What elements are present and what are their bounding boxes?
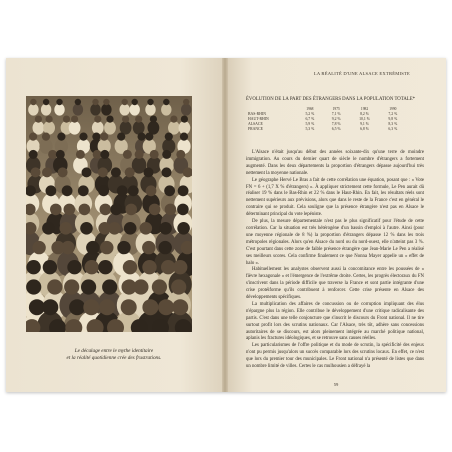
crowd-figure-head — [183, 99, 189, 105]
crowd-figure-body — [69, 121, 81, 135]
crowd-figure-head — [98, 185, 109, 196]
crowd-figure-head — [125, 204, 137, 216]
crowd-figure-head — [81, 279, 96, 294]
paragraph: Les particularismes de l'offre politique et du mode de scrutin, la spécificité des enjeux n'ont pu permis jusqu'alors un succès comparable lors des scrutins locaux. En effet, ce n'est que lors du premier tour des municipales. Le Front national n'a présenté de listes que dans un nombre limité de villes. Certes le cas mulhousien a défrayé la — [246, 343, 424, 370]
table-cell: 8,3 % — [388, 122, 398, 127]
table-cell: 6,8 % — [360, 127, 369, 132]
crowd-figure-head — [94, 116, 101, 123]
crowd-figure-head — [85, 260, 99, 274]
crowd-figure-head — [80, 222, 93, 235]
crowd-figure-head — [98, 260, 112, 274]
crowd-figure-head — [56, 99, 62, 105]
row-label: ALSACE — [248, 122, 263, 127]
crowd-figure-head — [61, 241, 74, 254]
crowd-figure-head — [150, 116, 157, 123]
crowd-figure-head — [162, 150, 171, 159]
crowd-figure-head — [64, 204, 76, 216]
crowd-figure-head — [152, 279, 167, 294]
crowd-figure-head — [172, 299, 188, 315]
paragraph: L'Alsace n'était jusqu'au début des années soixante-dix qu'une terre de moindre immigration. Au cours du dernier quart de siècle le nombre d'étrangers a fortement augmenté. Dans les deux départements la proportion d'étrangers dépasse aujourd'hui très nettement la moyenne nationale. — [246, 150, 424, 176]
table-cell: 8,2 % — [360, 111, 369, 116]
crowd-figure-body — [41, 104, 51, 116]
crowd-figure-head — [79, 133, 87, 141]
crowd-figure-head — [46, 116, 53, 123]
crowd-figure-head — [100, 150, 109, 159]
column-header: 1990 — [389, 106, 397, 111]
crowd-figure-head — [142, 299, 158, 315]
crowd-figure-head — [145, 133, 153, 141]
crowd-figure-head — [125, 167, 135, 177]
crowd-figure-head — [43, 260, 57, 274]
crowd-figure-head — [79, 204, 91, 216]
crowd-figure-head — [150, 150, 159, 159]
crowd-figure-body — [28, 104, 38, 116]
crowd-figure-head — [46, 185, 57, 196]
crowd-figure-body — [33, 121, 45, 135]
crowd-figure-head — [123, 150, 132, 159]
crowd-figure-head — [117, 185, 128, 196]
table-cell: 5,3 % — [305, 127, 315, 132]
column-header: 1968 — [306, 106, 314, 111]
crowd-figure-body — [101, 104, 111, 116]
crowd-figure-head — [31, 167, 41, 177]
crowd-figure-head — [42, 299, 58, 315]
table-cell: 6,3 % — [388, 127, 398, 132]
crowd-figure-head — [132, 99, 138, 105]
table-cell: 9,8 % — [388, 116, 398, 121]
crowd-figure-head — [158, 299, 174, 315]
crowd-figure-head — [140, 222, 153, 235]
crowd-figure-head — [69, 299, 85, 315]
crowd-figure-head — [57, 133, 65, 141]
crowd-figure-head — [92, 99, 98, 105]
table-row — [246, 127, 406, 132]
table-cell: 6,7 % — [305, 116, 315, 121]
crowd-figure-head — [29, 133, 37, 141]
crowd-figure-head — [50, 204, 62, 216]
row-label: BAS-RHIN — [248, 111, 266, 116]
table-title: ÉVOLUTION DE LA PART DES ÉTRANGERS DANS LA POPULATION TOTALE* — [246, 97, 416, 102]
crowd-figure-head — [42, 167, 52, 177]
table-cell: 10,1 % — [359, 116, 370, 121]
crowd-figure-head — [122, 99, 128, 105]
crowd-figure-head — [47, 279, 62, 294]
crowd-figure-head — [110, 204, 122, 216]
row-label: HAUT-RHIN — [248, 116, 269, 121]
crowd-figure-head — [128, 185, 139, 196]
crowd-figure-head — [56, 150, 65, 159]
crowd-figure-head — [106, 116, 113, 123]
crowd-figure-head — [82, 167, 92, 177]
crowd-figure-head — [176, 150, 185, 159]
crowd-figure-head — [100, 133, 108, 141]
crowd-figure-head — [173, 260, 187, 274]
crowd-figure-body — [54, 104, 64, 116]
crowd-figure-head — [122, 116, 129, 123]
crowd-figure-head — [92, 133, 100, 141]
crowd-figure-head — [138, 133, 146, 141]
crowd-figure-head — [170, 116, 177, 123]
body-text — [246, 150, 424, 371]
crowd-photo-illustration — [26, 96, 192, 332]
crowd-figure-head — [165, 204, 177, 216]
crowd-figure-head — [180, 133, 188, 141]
statistics-table — [246, 106, 406, 132]
crowd-figure-head — [63, 116, 70, 123]
crowd-figure-head — [142, 241, 155, 254]
crowd-figure-head — [62, 185, 73, 196]
paragraph: Le géographe Hervé Le Bras a fait de cette corrélation une équation, posant que : « Vote FN = 6 + (1,7 X % d'étrangers) ». À appliquer strictement cette formule, Le Pen aurait dû réaliser 19 % dans le Bas-Rhin et 22 % dans le Haut-Rhin. En fait, les résultats réels sont nettement supérieurs aux prévisions, alors que dans le reste de la France c'est en général le contraire qui se produit. Cela souligne que la présence étrangère n'est pas en Alsace le déterminant principal du vote lepéniste. — [246, 177, 424, 218]
paragraph: Habituellement les analystes observent aussi la concomitance entre les poussées de « fièvre hexagonale » et l'émergence de l'extrême droite. Certes, les progrès électoraux du FN s'inscrivent dans la période difficile que traverse la France et sont partie intégrante d'une crise protéiforme qu'ils contribuent à renforcer. Cette crise présente en Alsace des développements spécifiques. — [246, 267, 424, 301]
crowd-figure-head — [99, 299, 115, 315]
crowd-figure-body — [133, 121, 145, 135]
crowd-figure-head — [177, 204, 189, 216]
caption-line: Le décalage entre le mythe identitaire — [74, 348, 154, 354]
table-cell: 5,2 % — [305, 111, 315, 116]
crowd-figure-head — [42, 222, 55, 235]
crowd-figure-head — [181, 116, 188, 123]
caption-line: et la réalité quotidienne crée des frustrations. — [66, 355, 162, 361]
crowd-figure-head — [111, 167, 121, 177]
crowd-figure-head — [162, 167, 172, 177]
crowd-figure-head — [102, 279, 117, 294]
table-cell: 7,1 % — [331, 111, 341, 116]
crowd-figure-body — [120, 104, 130, 116]
crowd-figure-head — [117, 241, 130, 254]
crowd-figure-head — [58, 167, 68, 177]
photo-caption — [34, 348, 194, 362]
crowd-figure-head — [124, 222, 137, 235]
crowd-figure-head — [67, 260, 81, 274]
paragraph: La multiplication des affaires de concussion ou de corruption impliquant des élus n'épargne plus la région. Elle contribue le développement d'une critique radicalisante des partis. C'est dans une telle conjoncture que s'inscrit le discours du Front national. Il ne tire surtout profit lors des scrutins nationaux. Car l'Alsace, très tôt, adhère sans concessions autoritaires de se discours, est alors pleinement intégrée au marché politique national, aplanis les fractures idéologiques, et se retrouve sans causes réelles. — [246, 301, 424, 342]
crowd-figure-head — [144, 167, 154, 177]
crowd-figure-head — [103, 99, 109, 105]
crowd-figure-head — [32, 241, 45, 254]
crowd-figure-head — [135, 150, 144, 159]
crowd-figure-head — [146, 185, 157, 196]
crowd-photo — [26, 96, 192, 332]
page-number: 59 — [333, 382, 339, 387]
crowd-figure-head — [163, 99, 169, 105]
crowd-figure-head — [165, 133, 173, 141]
crowd-figure-head — [177, 222, 190, 235]
row-label: FRANCE — [248, 127, 263, 132]
crowd-figure-head — [100, 204, 112, 216]
crowd-figure-head — [35, 116, 42, 123]
crowd-figure-head — [142, 260, 156, 274]
crowd-figure-head — [71, 116, 78, 123]
crowd-figure-head — [121, 299, 137, 315]
crowd-figure-head — [26, 260, 40, 274]
table-cell: 7,2 % — [388, 111, 398, 116]
crowd-figure-head — [171, 279, 186, 294]
crowd-figure-head — [135, 116, 142, 123]
crowd-figure-head — [147, 99, 153, 105]
crowd-figure-body — [90, 104, 100, 116]
crowd-figure-body — [43, 121, 55, 135]
crowd-figure-body — [104, 121, 116, 135]
crowd-figure-head — [78, 185, 89, 196]
book-gutter — [222, 58, 228, 392]
crowd-figure-head — [76, 150, 85, 159]
crowd-figure-head — [75, 99, 81, 105]
crowd-figure-head — [108, 222, 121, 235]
crowd-figure-body — [73, 104, 83, 116]
crowd-figure-head — [133, 279, 148, 294]
crowd-figure-head — [100, 241, 113, 254]
crowd-figure-head — [149, 204, 161, 216]
crowd-figure-head — [64, 279, 79, 294]
crowd-figure-head — [159, 241, 172, 254]
crowd-figure-head — [48, 150, 57, 159]
table-cell: 9,1 % — [360, 122, 369, 127]
crowd-figure-head — [29, 150, 38, 159]
table-cell: 9,2 % — [331, 116, 341, 121]
crowd-figure-head — [43, 99, 49, 105]
crowd-figure-head — [30, 99, 36, 105]
column-header: 1975 — [332, 106, 340, 111]
crowd-figure-head — [117, 133, 125, 141]
crowd-figure-body — [145, 104, 155, 116]
crowd-figure-body — [161, 104, 171, 116]
crowd-figure-head — [98, 167, 108, 177]
crowd-figure-head — [83, 299, 99, 315]
table-cell: 7,8 % — [331, 122, 341, 127]
paragraph: De plus, la mesure départementale n'est pas le plus significatif pour l'étude de cette corrélation. Car la situation est très hétérogène d'un bassin d'emploi à l'autre. Ainsi (pour une moyenne régionale de 8 %) la proportion d'étrangers dépasse 12 % dans les trois métropoles régionales. Alors qu'en Alsace du nord ou du nord-ouest, elle n'atteint pas 3 %. C'est pourtant dans cette zone de faible présence étrangère que Jean-Marie Le Pen a réalisé ses meilleurs scores. Cela confirme finalement ce que Nonna Mayer appelle un « effet de halo ». — [246, 219, 424, 266]
crowd-figure-body — [92, 121, 104, 135]
crowd-figure-head — [178, 185, 189, 196]
crowd-figure-head — [60, 222, 73, 235]
crowd-figure-head — [123, 260, 137, 274]
crowd-figure-body — [168, 121, 180, 135]
table-cell: 6,5 % — [331, 127, 341, 132]
crowd-figure-head — [26, 279, 41, 294]
crowd-figure-head — [159, 222, 172, 235]
running-header: LA RÉALITÉ D'UNE ALSACE EXTRÉMISTE — [313, 71, 410, 76]
crowd-figure-head — [164, 185, 175, 196]
column-header: 1982 — [360, 106, 369, 111]
table-cell: 5,9 % — [305, 122, 315, 127]
crowd-figure-body — [181, 104, 191, 116]
crowd-figure-head — [86, 241, 99, 254]
crowd-figure-body — [130, 104, 140, 116]
crowd-figure-head — [42, 133, 50, 141]
